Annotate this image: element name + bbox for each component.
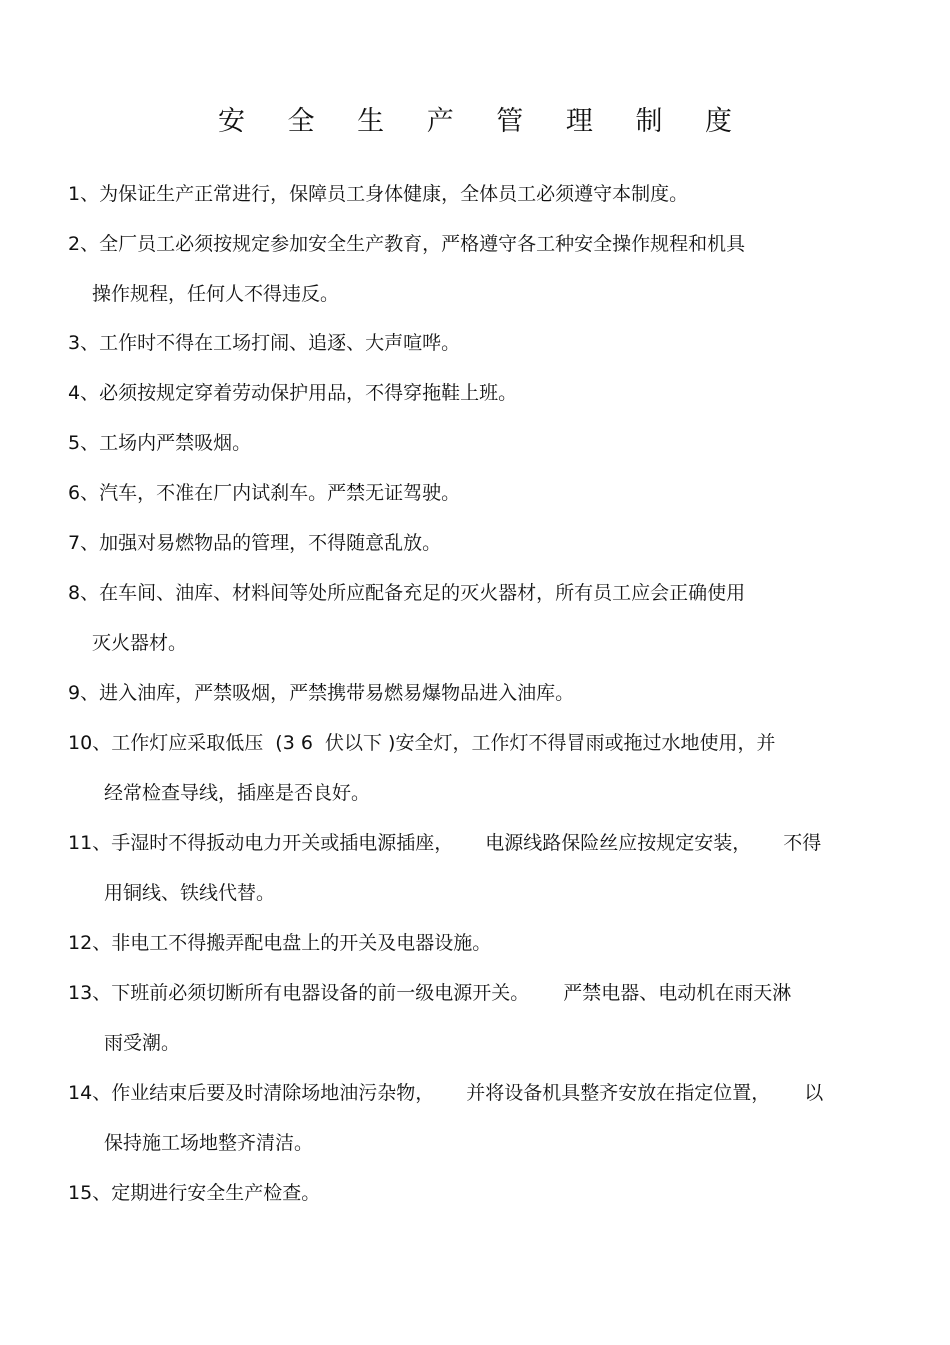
rule-item-2-continuation: 操作规程，任何人不得违反。 [92, 283, 340, 305]
rule-item-14 [68, 1080, 823, 1106]
item-number: 13 [68, 982, 93, 1004]
item-number: 9 [68, 682, 81, 704]
item-text-part-1: 手湿时不得扳动电力开关或插电源插座， [111, 832, 454, 854]
item-text: 进入油库，严禁吸烟，严禁携带易燃易爆物品进入油库。 [99, 682, 575, 704]
rule-item-11 [68, 830, 821, 856]
item-text: 工作时不得在工场打闹、追逐、大声喧哗。 [99, 332, 461, 354]
item-number: 8 [68, 582, 81, 604]
rule-item-9 [68, 680, 574, 706]
rule-item-3 [68, 330, 460, 356]
item-text: 定期进行安全生产检查。 [111, 1182, 321, 1204]
item-text-part-3: 不得 [783, 832, 822, 854]
item-text: 工场内严禁吸烟。 [99, 432, 252, 454]
item-separator: 、 [80, 382, 100, 404]
item-separator: 、 [80, 332, 100, 354]
item-number: 1 [68, 183, 81, 205]
item-separator: 、 [92, 832, 112, 854]
item-number: 6 [68, 482, 81, 504]
item-separator: 、 [80, 183, 100, 205]
rule-item-14-continuation: 保持施工场地整齐清洁。 [104, 1132, 314, 1154]
item-text: 汽车，不准在厂内试刹车。严禁无证驾驶。 [99, 482, 461, 504]
item-text: 必须按规定穿着劳动保护用品，不得穿拖鞋上班。 [99, 382, 518, 404]
rule-item-11-continuation: 用铜线、铁线代替。 [104, 882, 276, 904]
item-separator: 、 [92, 932, 112, 954]
item-separator: 、 [80, 682, 100, 704]
rule-item-15 [68, 1180, 320, 1206]
rule-item-12 [68, 930, 491, 956]
item-text: 加强对易燃物品的管理，不得随意乱放。 [99, 532, 442, 554]
item-number: 4 [68, 382, 81, 404]
item-text: 非电工不得搬弄配电盘上的开关及电器设施。 [111, 932, 492, 954]
item-separator: 、 [80, 532, 100, 554]
item-text: 在车间、油库、材料间等处所应配备充足的灭火器材，所有员工应会正确使用 [99, 582, 746, 604]
item-number: 2 [68, 233, 81, 255]
item-text: 全厂员工必须按规定参加安全生产教育，严格遵守各工种安全操作规程和机具 [99, 233, 746, 255]
rule-item-6 [68, 480, 460, 506]
item-separator: 、 [92, 1082, 112, 1104]
item-number: 3 [68, 332, 81, 354]
item-number: 11 [68, 832, 93, 854]
rule-item-10 [68, 730, 775, 756]
document-title: 安 全 生 产 管 理 制 度 [217, 106, 750, 137]
item-number: 7 [68, 532, 81, 554]
item-number: 12 [68, 932, 93, 954]
item-text-part-2: 电源线路保险丝应按规定安装， [485, 832, 752, 854]
rule-item-13 [68, 980, 791, 1006]
rule-item-8-continuation: 灭火器材。 [92, 632, 188, 654]
item-separator: 、 [92, 982, 112, 1004]
item-separator: 、 [80, 582, 100, 604]
item-separator: 、 [80, 233, 100, 255]
item-text-part-2: 严禁电器、电动机在雨天淋 [563, 982, 792, 1004]
rule-item-8 [68, 580, 745, 606]
rule-item-4 [68, 380, 517, 406]
item-text-part-1: 下班前必须切断所有电器设备的前一级电源开关。 [111, 982, 530, 1004]
item-text-part-2: 并将设备机具整齐安放在指定位置， [466, 1082, 771, 1104]
rule-item-5 [68, 430, 251, 456]
item-number: 10 [68, 732, 93, 754]
item-number: 15 [68, 1182, 93, 1204]
item-text-part-1: 作业结束后要及时清除场地油污杂物， [111, 1082, 435, 1104]
item-number: 14 [68, 1082, 93, 1104]
item-separator: 、 [92, 1182, 112, 1204]
item-text-part-3: 以 [804, 1082, 824, 1104]
item-number: 5 [68, 432, 81, 454]
item-separator: 、 [92, 732, 112, 754]
rule-item-13-continuation: 雨受潮。 [104, 1032, 181, 1054]
item-separator: 、 [80, 482, 100, 504]
rule-item-7 [68, 530, 441, 556]
rule-item-10-continuation: 经常检查导线，插座是否良好。 [104, 782, 371, 804]
item-text: 为保证生产正常进行，保障员工身体健康，全体员工必须遵守本制度。 [99, 183, 689, 205]
item-separator: 、 [80, 432, 100, 454]
rule-item-2 [68, 231, 745, 257]
rule-item-1 [68, 181, 688, 207]
item-text: 工作灯应采取低压 (3 6 伏以下 )安全灯，工作灯不得冒雨或拖过水地使用，并 [111, 732, 776, 754]
